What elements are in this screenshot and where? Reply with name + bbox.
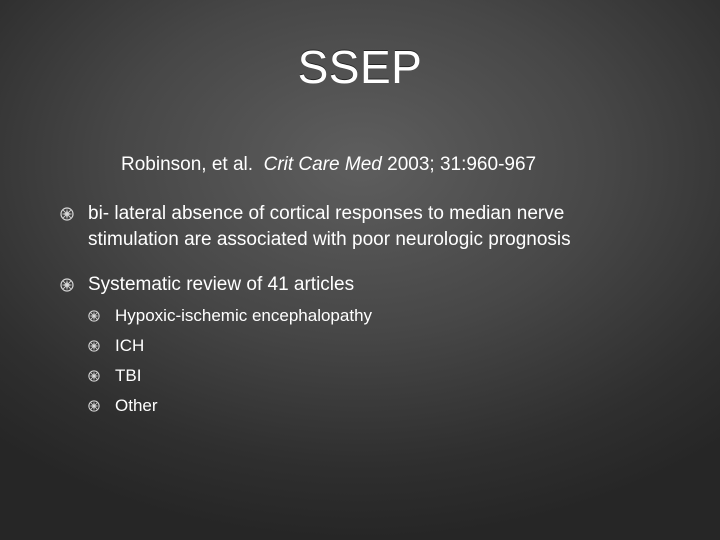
compass-rose-bullet-icon — [88, 340, 100, 352]
sub-bullet-item — [88, 305, 372, 327]
bullet-line: bi- lateral absence of cortical responses to median nerve — [88, 203, 565, 224]
citation — [121, 153, 536, 177]
compass-rose-bullet-icon — [60, 207, 74, 221]
slide-title: SSEP — [297, 41, 423, 93]
compass-rose-bullet-icon — [88, 400, 100, 412]
bullet-item — [60, 201, 571, 253]
bullet-text — [88, 201, 571, 253]
compass-rose-bullet-icon — [88, 310, 100, 322]
sub-bullet-item — [88, 365, 141, 387]
sub-bullet-text: Other — [115, 396, 158, 415]
bullet-text: Systematic review of 41 articles — [88, 274, 355, 295]
bullet-item — [60, 272, 354, 298]
sub-bullet-item — [88, 395, 158, 417]
citation-details: 2003; 31:960-967 — [387, 154, 537, 175]
citation-journal: Crit Care Med — [263, 154, 382, 175]
sub-bullet-text: ICH — [115, 336, 145, 355]
compass-rose-bullet-icon — [88, 370, 100, 382]
citation-authors: Robinson, et al. — [121, 154, 254, 175]
sub-bullet-text: Hypoxic-ischemic encephalopathy — [115, 306, 373, 325]
compass-rose-bullet-icon — [60, 278, 74, 292]
bullet-line: stimulation are associated with poor neurologic prognosis — [88, 229, 571, 250]
sub-bullet-text: TBI — [115, 366, 142, 385]
sub-bullet-item — [88, 335, 144, 357]
